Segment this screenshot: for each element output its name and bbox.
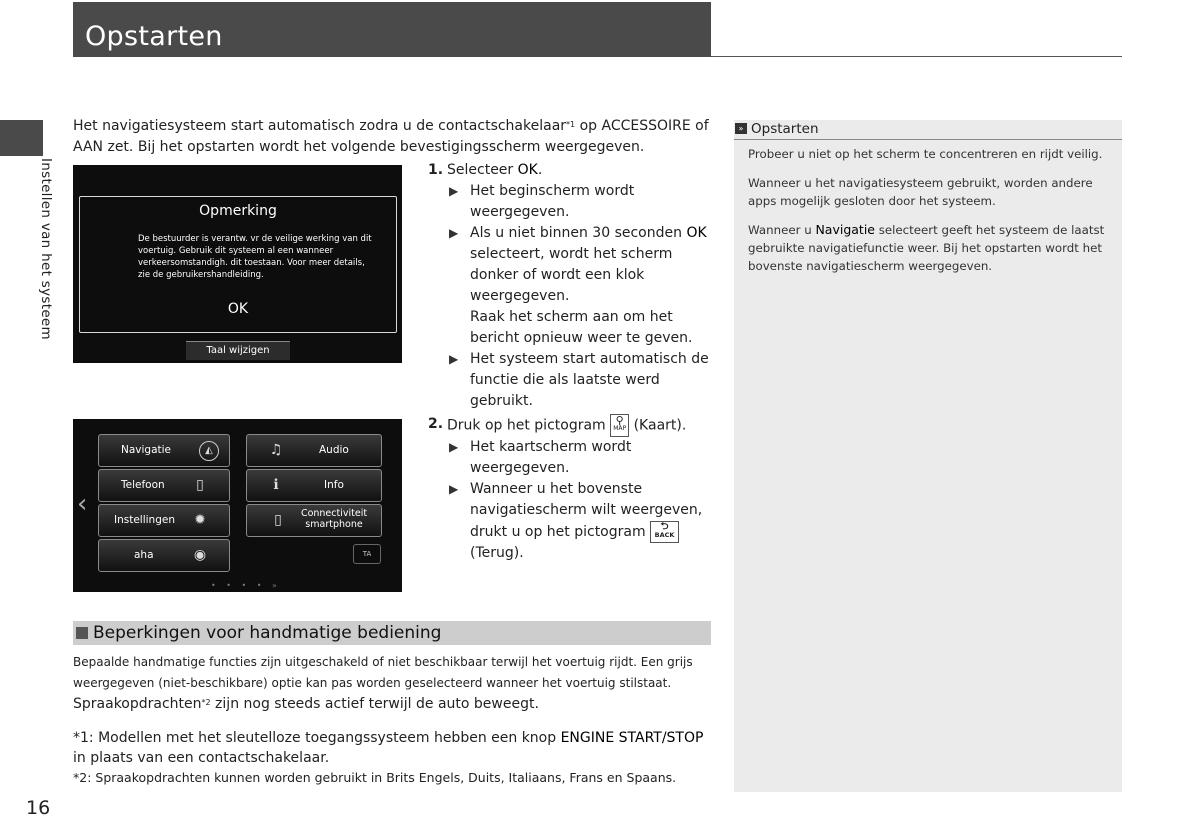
- double-chevron-icon: »: [735, 123, 747, 134]
- title-rule: [711, 56, 1122, 57]
- voice-text: zijn nog steeds actief terwijl de auto beweegt.: [210, 696, 539, 712]
- triangle-right-icon: ▶: [449, 184, 459, 198]
- intro-text-2: op ACCESSOIRE of AAN zet. Bij het opstarten wordt het volgende bevestigingsscherm weergegeven.: [73, 118, 709, 155]
- triangle-right-icon: ▶: [449, 482, 459, 496]
- step-number: 1.: [428, 162, 444, 178]
- page-title: Opstarten: [85, 21, 223, 52]
- home-menu-screen: [73, 419, 402, 592]
- change-language-button[interactable]: Taal wijzigen: [186, 341, 290, 360]
- bullet-text: Het kaartscherm wordt weergegeven.: [470, 439, 632, 476]
- menu-button-connectiviteit-smartphone[interactable]: [246, 504, 382, 537]
- smartphone-icon: ▯: [274, 512, 282, 528]
- step-text: Druk op het pictogram: [447, 417, 611, 434]
- menu-button-label: aha: [134, 549, 154, 561]
- footnote-ref-1: *1: [566, 120, 576, 129]
- footnote-text: in plaats van een contactschakelaar.: [73, 750, 330, 766]
- footnote-text: *1: Modellen met het sleutelloze toegangssysteem hebben een knop: [73, 730, 561, 746]
- bullet-text: (Terug).: [470, 545, 524, 561]
- note-1: Probeer u niet op het scherm te concentreren en rijdt veilig.: [748, 147, 1103, 161]
- restrictions-paragraph: [73, 652, 713, 715]
- page-indicator[interactable]: • • • • »: [211, 581, 281, 590]
- result-bullet: [447, 437, 713, 479]
- back-icon-label: BACK: [654, 531, 675, 539]
- dialog-ok-button[interactable]: OK: [227, 301, 249, 317]
- bullet-text: Het beginscherm wordt weergegeven.: [470, 183, 635, 220]
- step-text: Selecteer: [447, 162, 518, 178]
- navigatie-keyword: Navigatie: [815, 222, 875, 237]
- menu-button-label: Navigatie: [121, 444, 172, 456]
- chapter-label: Instellen van het systeem: [38, 158, 54, 340]
- sidebar-title: Opstarten: [751, 121, 819, 137]
- ok-keyword: OK: [686, 225, 707, 241]
- bullet-text: Als u niet binnen 30 seconden: [470, 225, 687, 241]
- ta-button[interactable]: TA: [353, 544, 381, 564]
- note-text: selecteert geeft het systeem de laatst gebruikte navigatiefunctie weer. Bij het opstarten wordt het bovenste navigatiescherm weergegeven.: [748, 223, 1105, 273]
- bullet-text: Het systeem start automatisch de functie die als laatste werd gebruikt.: [470, 351, 709, 409]
- footnote-1: [73, 728, 713, 768]
- compass-icon: ◭: [199, 441, 219, 461]
- menu-button-audio[interactable]: [246, 434, 382, 467]
- back-icon: ⮌ BACK: [650, 521, 679, 543]
- sidebar-heading: [734, 120, 1122, 140]
- page-number: 16: [26, 797, 51, 819]
- gear-icon: ✹: [194, 512, 206, 528]
- sidebar-notes: [748, 145, 1110, 286]
- result-bullet: [447, 181, 713, 223]
- menu-button-telefoon[interactable]: [98, 469, 230, 502]
- restrictions-text: Bepaalde handmatige functies zijn uitgeschakeld of niet beschikbaar terwijl het voertuig rijdt. Een grijs weergegeven (niet-beschikbare) optie kan pas worden geselecteerd wanneer het voertuig stilstaat.: [73, 655, 693, 690]
- square-marker-icon: [76, 627, 88, 639]
- voice-text: Spraakopdrachten: [73, 696, 202, 712]
- step-2: [428, 414, 713, 564]
- chapter-tab: [0, 120, 43, 156]
- map-icon: ⚲ MAP: [610, 414, 629, 437]
- bullet-text: Raak het scherm aan om het bericht opnieuw weer te geven.: [470, 309, 693, 346]
- step-text: (Kaart).: [629, 417, 687, 434]
- menu-button-label: Info: [324, 479, 344, 491]
- chevron-left-icon[interactable]: ‹: [77, 489, 88, 519]
- info-icon: ℹ: [273, 477, 279, 493]
- note-text: Wanneer u: [748, 223, 816, 237]
- menu-button-info[interactable]: [246, 469, 382, 502]
- intro-paragraph: [73, 116, 713, 158]
- phone-icon: ▯: [196, 477, 204, 493]
- sidebar-notes-panel: [734, 120, 1122, 792]
- result-bullet: [447, 349, 713, 412]
- steps-list: [428, 160, 713, 564]
- menu-button-label: Connectiviteit smartphone: [300, 508, 368, 530]
- menu-button-label: Telefoon: [121, 479, 165, 491]
- section-title: Beperkingen voor handmatige bediening: [93, 623, 442, 643]
- step-number: 2.: [428, 416, 444, 432]
- music-note-icon: ♫: [269, 442, 283, 458]
- bullet-text: Wanneer u het bovenste navigatiescherm wilt weergeven, drukt u op het pictogram: [470, 481, 703, 540]
- result-bullet: [447, 223, 713, 349]
- note-2: Wanneer u het navigatiesysteem gebruikt, worden andere apps mogelijk gesloten door het systeem.: [748, 176, 1093, 208]
- step-1: [428, 160, 713, 412]
- triangle-right-icon: ▶: [449, 226, 459, 240]
- ok-keyword: OK: [517, 162, 538, 178]
- title-bar: [73, 2, 711, 57]
- bullet-text: selecteert, wordt het scherm donker of wordt een klok weergegeven.: [470, 246, 673, 304]
- dialog-body: De bestuurder is verantw. vr de veilige werking van dit voertuig. Gebruik dit systeem al een wanneer verkeersomstandigh. dit toestaan. Voor meer details, zie de gebruikershandleiding.: [138, 234, 372, 280]
- section-heading: [73, 621, 711, 645]
- note-3: [748, 221, 1110, 275]
- menu-button-label: Audio: [319, 444, 349, 456]
- menu-button-navigatie[interactable]: [98, 434, 230, 467]
- footnote-ref-2: *2: [201, 698, 211, 707]
- footnotes: [73, 728, 713, 788]
- menu-button-instellingen[interactable]: [98, 504, 230, 537]
- aha-icon: ◉: [193, 547, 207, 563]
- intro-text-1: Het navigatiesysteem start automatisch zodra u de contactschakelaar: [73, 118, 567, 134]
- dialog-title: Opmerking: [199, 203, 277, 219]
- map-icon-label: MAP: [613, 425, 627, 432]
- step-text: .: [537, 162, 543, 178]
- notice-dialog: [79, 196, 397, 333]
- menu-button-label: Instellingen: [114, 514, 175, 526]
- menu-button-aha[interactable]: [98, 539, 230, 572]
- confirmation-screen: [73, 165, 402, 363]
- result-bullet: [447, 479, 713, 564]
- engine-start-stop-keyword: ENGINE START/STOP: [560, 730, 704, 746]
- footnote-2: *2: Spraakopdrachten kunnen worden gebruikt in Brits Engels, Duits, Italiaans, Frans en Spaans.: [73, 770, 677, 785]
- triangle-right-icon: ▶: [449, 352, 459, 366]
- triangle-right-icon: ▶: [449, 440, 459, 454]
